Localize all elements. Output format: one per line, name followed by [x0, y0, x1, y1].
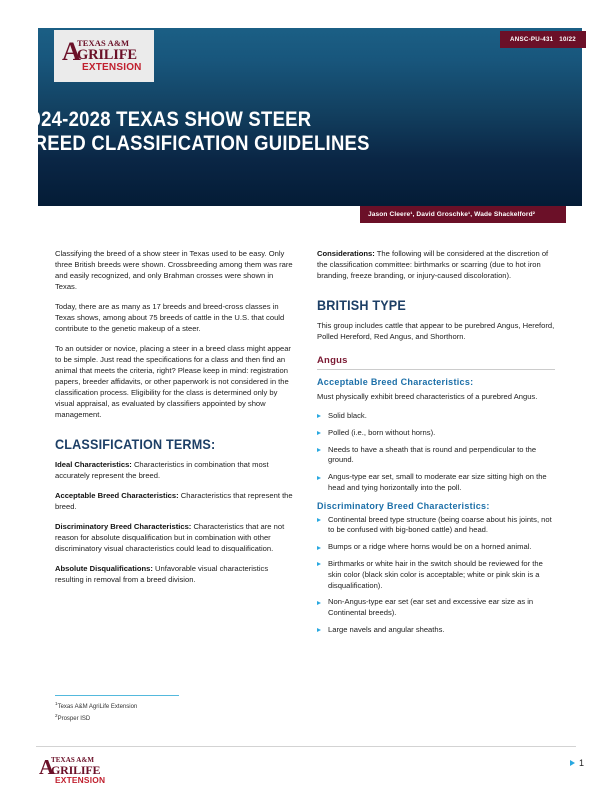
page-number-group [570, 758, 584, 768]
authors-badge [360, 206, 566, 223]
acceptable-intro: Must physically exhibit breed characteristics of a purebred Angus. [317, 392, 538, 401]
term-acceptable-breed-characteristics [55, 490, 293, 512]
footnote-1 [55, 700, 179, 712]
term-label: Absolute Disqualifications: [55, 564, 153, 573]
list-item-text: Needs to have a sheath that is round and perpendicular to the ground. [328, 444, 537, 465]
footer-agrilife-logo [38, 755, 114, 789]
page-title [20, 108, 370, 155]
bullet-triangle-icon [317, 562, 321, 566]
footnote-divider [55, 695, 179, 696]
bullet-triangle-icon [317, 448, 321, 452]
list-item-text: Continental breed type structure (being coarse about his joints, not to be confused with big-boned cattle) and head. [328, 514, 552, 535]
discriminatory-breed-characteristics-heading: Discriminatory Breed Characteristics: [317, 500, 490, 511]
acceptable-breed-characteristics-heading: Acceptable Breed Characteristics: [317, 377, 474, 387]
discriminatory-bullet-list [317, 515, 555, 636]
list-item-text: Polled (i.e., born without horns). [328, 427, 436, 437]
footnote-marker: 2 [55, 713, 58, 719]
footnote-2 [55, 712, 179, 724]
bullet-triangle-icon [317, 414, 321, 418]
list-item [317, 625, 555, 636]
term-definition: Characteristics in combination that most accurately represent the breed. [55, 460, 269, 480]
bullet-triangle-icon [317, 476, 321, 480]
logo-agrilife-word: GRILIFE [77, 47, 137, 63]
page-title-line-2: BREED CLASSIFICATION GUIDELINES [20, 131, 370, 155]
term-discriminatory-breed-characteristics [55, 521, 293, 554]
list-item [317, 472, 555, 494]
list-item-text: Bumps or a ridge where horns would be on a horned animal. [328, 542, 532, 552]
footnote-marker: 1 [55, 700, 58, 706]
intro-paragraph-2: Today, there are as many as 17 breeds and breed-cross classes in Texas shows, among about 75 breeds of cattle in the U.S. that could contribute to the genetic makeup of a steer. [55, 302, 285, 333]
publication-number-badge: ANSC-PU-431 10/22 [500, 31, 586, 48]
bullet-triangle-icon [317, 518, 321, 522]
british-type-heading: BRITISH TYPE [317, 297, 406, 313]
agrilife-logo [54, 30, 154, 82]
page-title-line-1: 2024-2028 TEXAS SHOW STEER [20, 108, 312, 131]
term-ideal-characteristics [55, 459, 293, 481]
bullet-triangle-icon [317, 601, 321, 605]
page-number-triangle-icon [570, 760, 575, 766]
footer-logo-agrilife-word: GRILIFE [51, 763, 101, 777]
list-item [317, 411, 555, 422]
list-item-text: Angus-type ear set, small to moderate ear size sitting high on the head and tying horizontally into the poll. [328, 472, 547, 492]
logo-letter-a: A [62, 37, 81, 66]
bullet-triangle-icon [317, 431, 321, 435]
intro-paragraph-1: Classifying the breed of a show steer in Texas used to be easy. Only three British breeds were shown. Crossbreeding among them was rare and easily recognized, and only Brahman crosses were shown in Texas. [55, 249, 293, 291]
logo-extension-word: EXTENSION [82, 62, 142, 73]
list-item [317, 597, 555, 619]
british-type-intro: This group includes cattle that appear to be purebred Angus, Hereford, Polled Hereford, Red Angus, and Shorthorn. [317, 321, 555, 341]
intro-paragraph-3: To an outsider or novice, placing a steer in a breed class might appear to be simple. Just read the specifications for a class and then find an animal that meets the criteria, right? Please keep in mind: registration papers, breeder affidavits, or other paperwork is not considered in the classification process. Eligibility for the class is determined only by visual appraisal, as evaluated by classifiers appointed by show management. [55, 344, 291, 419]
considerations-paragraph [317, 248, 555, 281]
bullet-triangle-icon [317, 546, 321, 550]
list-item [317, 515, 555, 537]
term-definition: Unfavorable visual characteristics resulting in removal from a breed division. [55, 564, 269, 584]
left-column [55, 248, 293, 594]
footnote-text: Prosper ISD [57, 716, 91, 723]
term-definition: Characteristics that represent the breed. [55, 491, 293, 511]
considerations-label: Considerations: [317, 249, 375, 258]
logo-texas-am: TEXAS A&M [77, 38, 130, 48]
term-definition: Characteristics that are not reason for absolute disqualification but in combination with other discriminatory visual characteristics could lead to disqualification. [55, 522, 285, 553]
term-label: Discriminatory Breed Characteristics: [55, 522, 192, 531]
list-item [317, 542, 555, 553]
list-item-text: Birthmarks or white hair in the switch should be reviewed for the skin color (black skin color is acceptable; white or pink skin is a disqualification). [328, 559, 543, 590]
footnote-text: Texas A&M AgriLife Extension [57, 703, 138, 710]
breed-heading-angus: Angus [317, 355, 555, 370]
authors-text: Jason Cleere¹, David Groschke¹, Wade Shackelford² [368, 211, 535, 218]
term-label: Acceptable Breed Characteristics: [55, 491, 179, 500]
list-item-text: Non-Angus-type ear set (ear set and excessive ear size as in Continental breeds). [328, 597, 534, 618]
footer-logo-texas-am: TEXAS A&M [51, 756, 95, 764]
list-item [317, 445, 555, 467]
considerations-text: The following will be considered at the discretion of the classification committee: birthmarks or scarring (due to hot iron branding, freeze branding, or injury-caused discoloration). [317, 249, 549, 280]
term-absolute-disqualifications [55, 563, 293, 585]
footer-logo-letter-a: A [39, 755, 55, 779]
bullet-triangle-icon [317, 628, 321, 632]
footnotes [55, 695, 179, 724]
list-item-text: Large navels and angular sheaths. [328, 624, 445, 634]
right-column [317, 248, 555, 642]
acceptable-bullet-list [317, 411, 555, 494]
list-item-text: Solid black. [328, 411, 367, 420]
footer-divider [36, 746, 576, 747]
term-label: Ideal Characteristics: [55, 460, 132, 469]
footer-logo-extension-word: EXTENSION [55, 775, 106, 785]
list-item [317, 428, 555, 439]
page-number: 1 [578, 758, 584, 768]
classification-terms-heading: CLASSIFICATION TERMS: [55, 436, 216, 452]
list-item [317, 559, 555, 591]
